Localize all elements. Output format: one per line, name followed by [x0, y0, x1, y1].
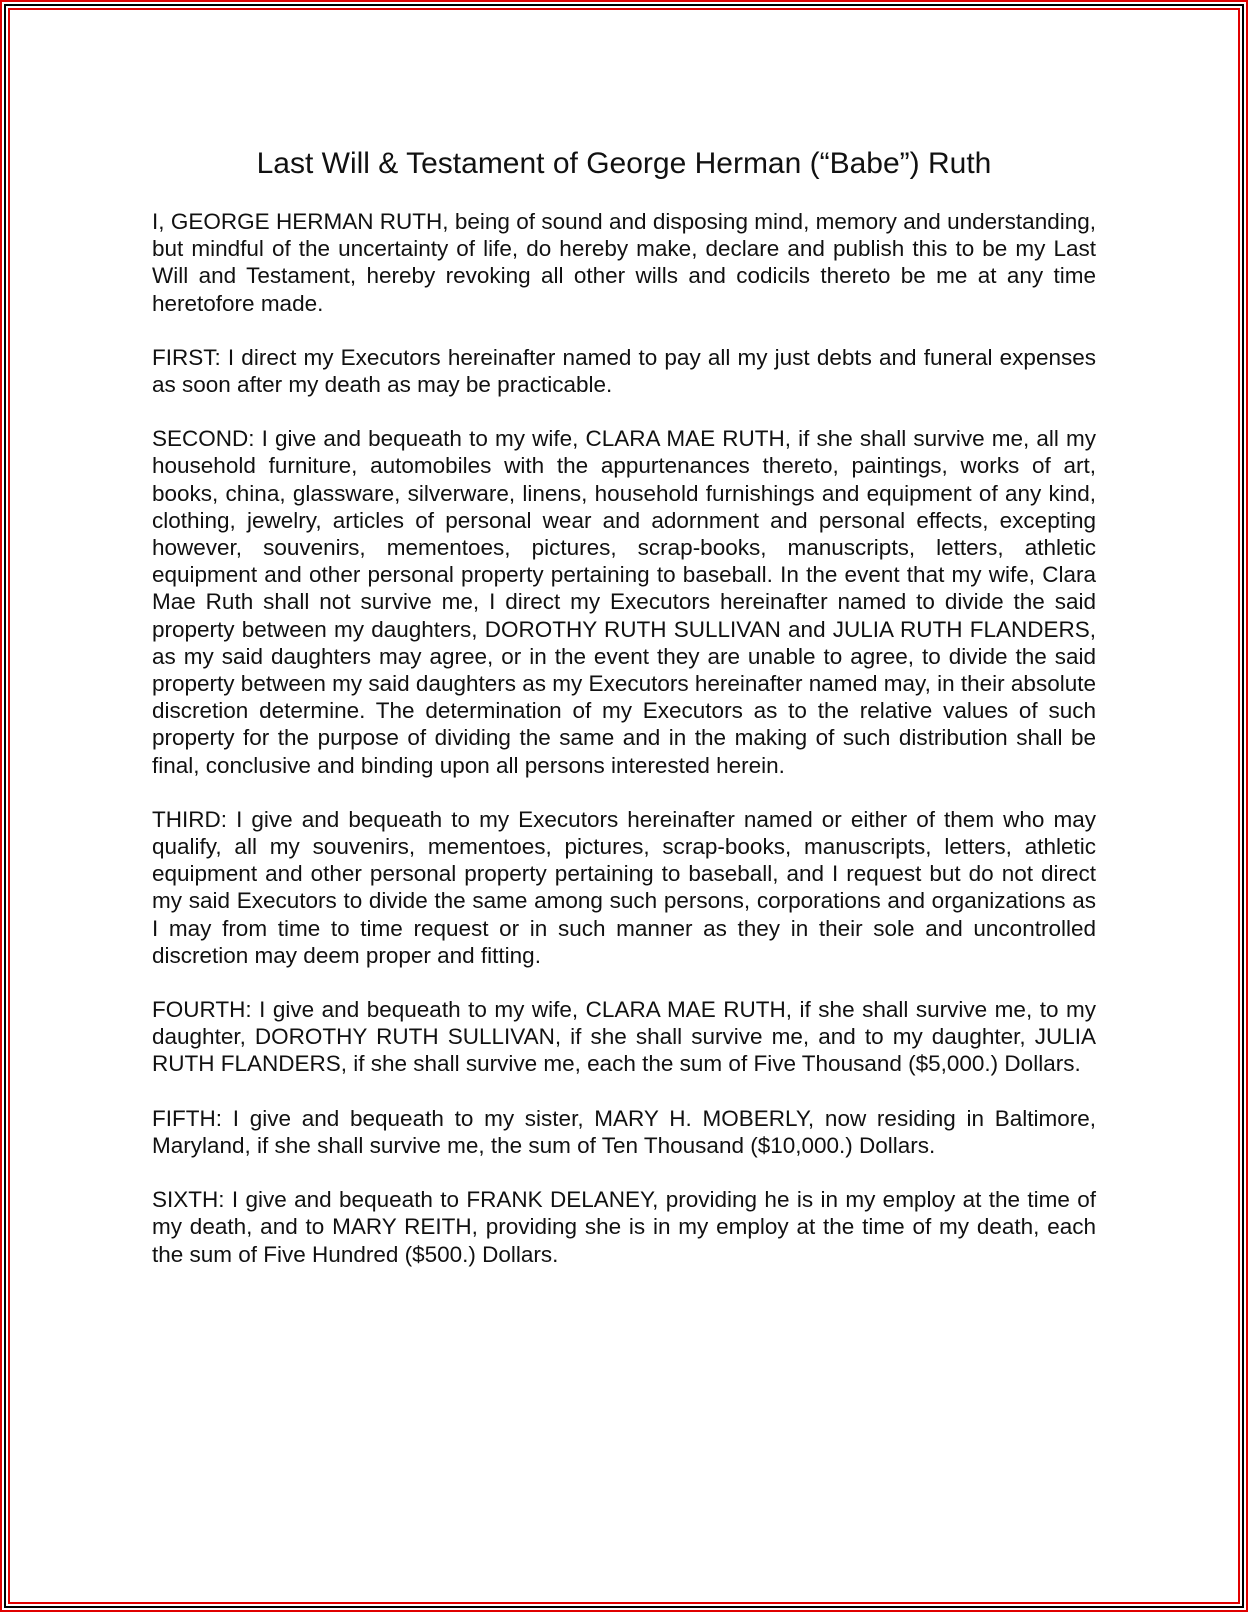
paragraph-third: THIRD: I give and bequeath to my Executors hereinafter named or either of them who may qualify, all my souvenirs, mementoes, pictures, scrap-books, manuscripts, letters, athletic equipment and other personal property pertaining to baseball, and I request but do not direct my said Executors to divide the same among such persons, corporations and organizations as I may from time to time request or in such manner as they in their sole and uncontrolled discretion may deem proper and fitting.: [152, 806, 1096, 968]
document-page: [152, 146, 1096, 1295]
paragraph-second: SECOND: I give and bequeath to my wife, CLARA MAE RUTH, if she shall survive me, all my household furniture, automobiles with the appurtenances thereto, paintings, works of art, books, china, glassware, silverware, linens, household furnishings and equipment of any kind, clothing, jewelry, articles of personal wear and adornment and personal effects, excepting however, souvenirs, mementoes, pictures, scrap-books, manuscripts, letters, athletic equipment and other personal property pertaining to baseball. In the event that my wife, Clara Mae Ruth shall not survive me, I direct my Executors hereinafter named to divide the said property between my daughters, DOROTHY RUTH SULLIVAN and JULIA RUTH FLANDERS, as my said daughters may agree, or in the event they are unable to agree, to divide the said property between my said daughters as my Executors hereinafter named may, in their absolute discretion determine. The determination of my Executors as to the relative values of such property for the purpose of dividing the same and in the making of such distribution shall be final, conclusive and binding upon all persons interested herein.: [152, 426, 1096, 778]
paragraph-fourth: FOURTH: I give and bequeath to my wife, CLARA MAE RUTH, if she shall survive me, to my daughter, DOROTHY RUTH SULLIVAN, if she shall survive me, and to my daughter, JULIA RUTH FLANDERS, if she shall survive me, each the sum of Five Thousand ($5,000.) Dollars.: [152, 997, 1096, 1077]
paragraph-preamble: I, GEORGE HERMAN RUTH, being of sound and disposing mind, memory and understanding, but mindful of the uncertainty of life, do hereby make, declare and publish this to be my Last Will and Testament, hereby revoking all other wills and codicils thereto be me at any time heretofore made.: [152, 209, 1096, 316]
paragraph-fifth: FIFTH: I give and bequeath to my sister, MARY H. MOBERLY, now residing in Baltimore, Maryland, if she shall survive me, the sum of Ten Thousand ($10,000.) Dollars.: [152, 1105, 1096, 1158]
paragraph-sixth: SIXTH: I give and bequeath to FRANK DELANEY, providing he is in my employ at the time of my death, and to MARY REITH, providing she is in my employ at the time of my death, each the sum of Five Hundred ($500.) Dollars.: [152, 1187, 1096, 1267]
document-title: Last Will & Testament of George Herman (“Babe”) Ruth: [256, 147, 992, 180]
paragraph-first: FIRST: I direct my Executors hereinafter named to pay all my just debts and funeral expenses as soon after my death as may be practicable.: [152, 344, 1096, 398]
